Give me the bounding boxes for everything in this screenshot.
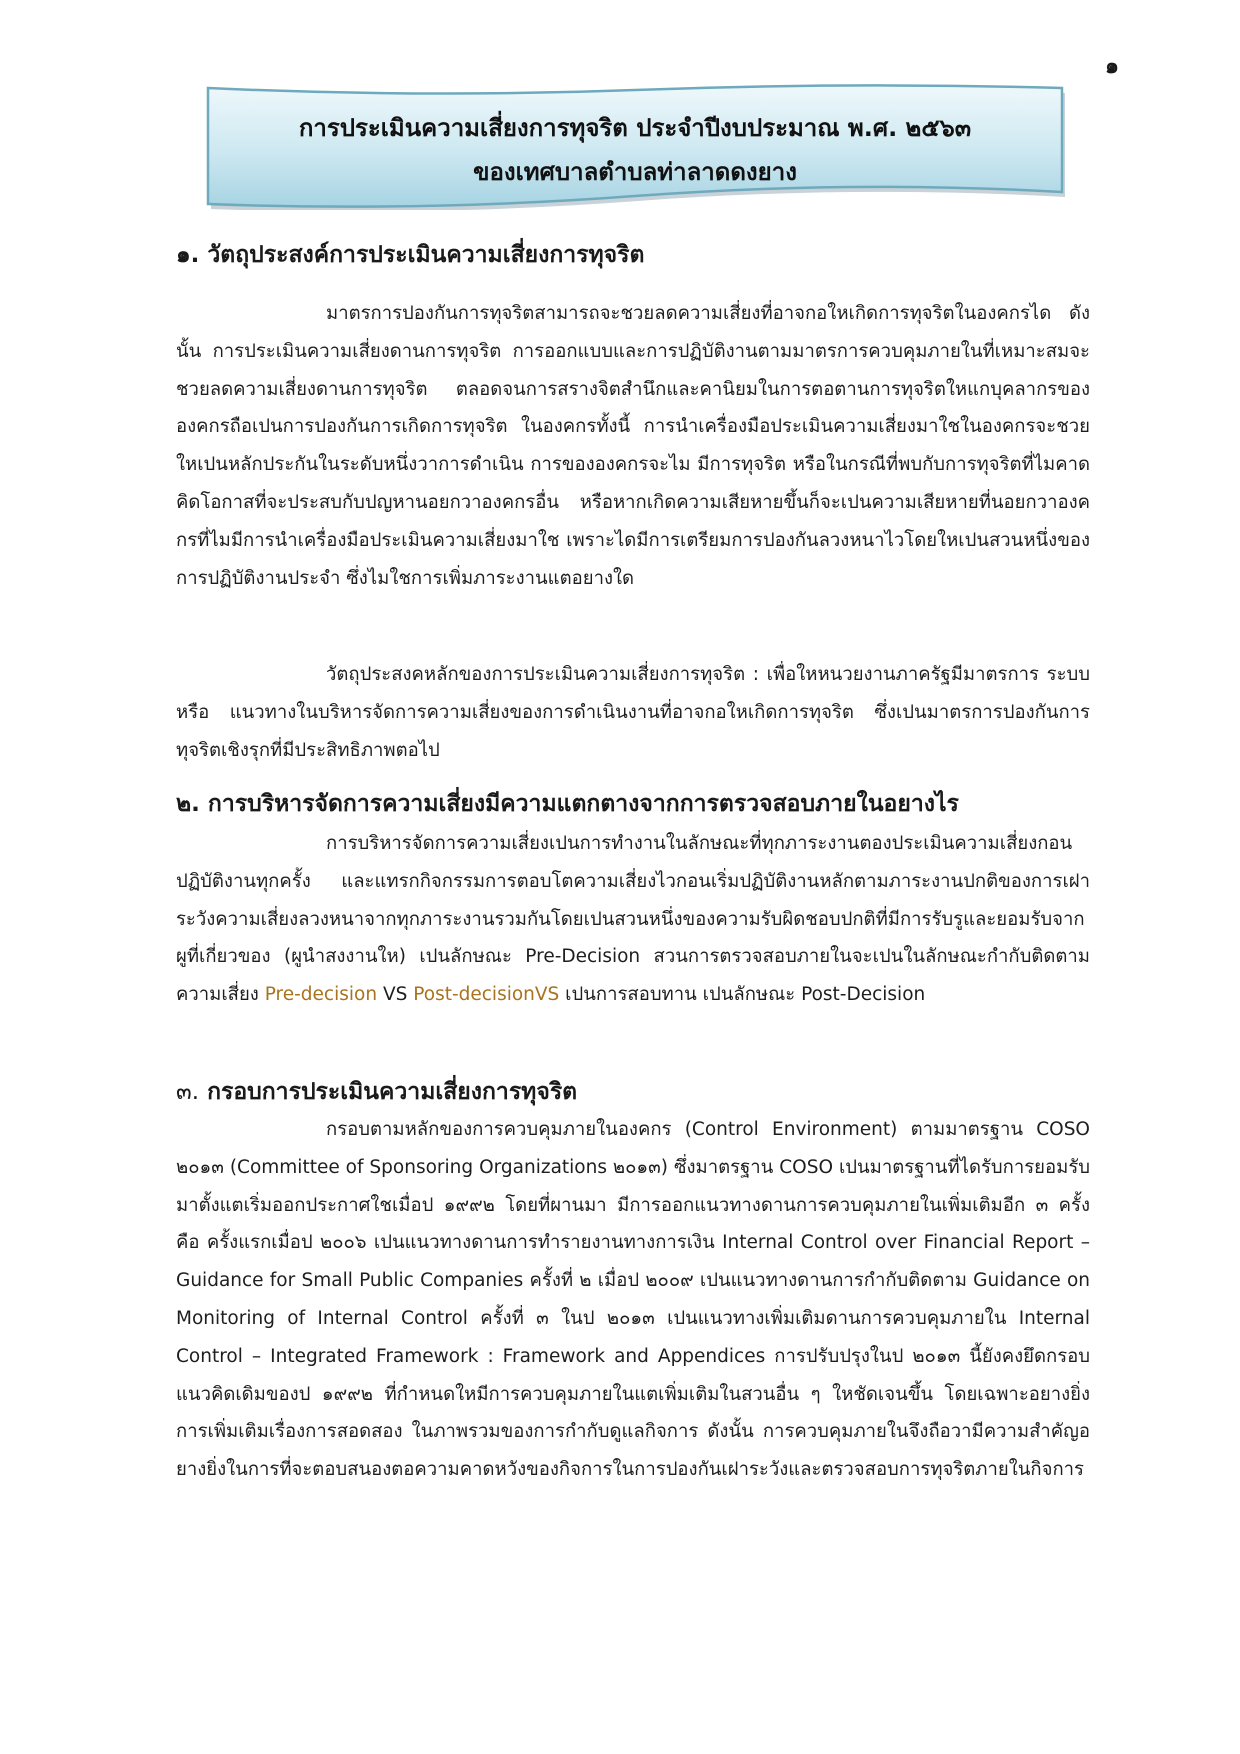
pre-decision-label: Pre-decision: [264, 984, 378, 1006]
section-2-text-after: เปนการสอบทาน เปนลักษณะ Post-Decision: [559, 984, 926, 1006]
section-2-number: ๒.: [176, 791, 200, 817]
page-number: ๑: [1105, 54, 1119, 79]
section-1-number: ๑.: [176, 242, 200, 268]
section-3-number: ๓.: [176, 1079, 200, 1105]
section-2-heading: [176, 787, 1096, 821]
vs-label: VS: [377, 984, 414, 1006]
title-line-1: การประเมินความเสี่ยงการทุจริต ประจำปีงบประมาณ พ.ศ. ๒๕๖๓: [298, 114, 972, 142]
title-line-2: ของเทศบาลตำบลท่าลาดดงยาง: [473, 158, 797, 186]
section-2-title: การบริหารจัดการความเสี่ยงมีความแตกตางจากการตรวจสอบภายในอยางไร: [207, 791, 959, 817]
section-1-paragraph-1: มาตรการปองกันการทุจริตสามารถจะชวยลดความเสี่ยงที่อาจกอใหเกิดการทุจริตในองคกรได ดังนั้น การประเมินความเสี่ยงดานการทุจริต การออกแบบและการปฏิบัติงานตามมาตรการควบคุมภายในที่เหมาะสมจะชวยลดความเสี่ยงดานการทุจริต ตลอดจนการสรางจิตสำนึกและคานิยมในการตอตานการทุจริตใหแกบุคลากรขององคกรถือเปนการปองกันการเกิดการทุจริต ในองคกรทั้งนี้ การนำเครื่องมือประเมินความเสี่ยงมาใชในองคกรจะชวยใหเปนหลักประกันในระดับหนึ่งวาการดำเนิน การขององคกรจะไม มีการทุจริต หรือในกรณีที่พบกับการทุจริตที่ไมคาดคิดโอกาสที่จะประสบกับปญหานอยกวาองคกรอื่น หรือหากเกิดความเสียหายขึ้นก็จะเปนความเสียหายที่นอยกวาองคกรที่ไมมีการนำเครื่องมือประเมินความเสี่ยงมาใช เพราะไดมีการเตรียมการปองกันลวงหนาไวโดยใหเปนสวนหนึ่งของการปฏิบัติงานประจำ ซึ่งไมใชการเพิ่มภาระงานแตอยางใด: [176, 303, 1090, 589]
document-title: [204, 106, 1066, 194]
section-3-heading: [176, 1075, 1096, 1109]
section-3-paragraph-1: กรอบตามหลักของการควบคุมภายในองคกร (Control Environment) ตามมาตรฐาน COSO ๒๐๑๓ (Committee of Sponsoring Organizations ๒๐๑๓) ซึ่งมาตรฐาน COSO เปนมาตรฐานที่ไดรับการยอมรับมาตั้งแตเริ่มออกประกาศใชเมื่อป ๑๙๙๒ โดยที่ผานมา มีการออกแนวทางดานการควบคุมภายในเพิ่มเติมอีก ๓ ครั้ง คือ ครั้งแรกเมื่อป ๒๐๐๖ เปนแนวทางดานการทำรายงานทางการเงิน Internal Control over Financial Report – Guidance for Small Public Companies ครั้งที่ ๒ เมื่อป ๒๐๐๙ เปนแนวทางดานการกำกับติดตาม Guidance on Monitoring of Internal Control ครั้งที่ ๓ ในป ๒๐๑๓ เปนแนวทางเพิ่มเติมดานการควบคุมภายใน Internal Control – Integrated Framework : Framework and Appendices การปรับปรุงในป ๒๐๑๓ นี้ยังคงยึดกรอบแนวคิดเดิมของป ๑๙๙๒ ที่กำหนดใหมีการควบคุมภายในแตเพิ่มเติมในสวนอื่น ๆ ใหชัดเจนขึ้น โดยเฉพาะอยางยิ่งการเพิ่มเติมเรื่องการสอดสอง ในภาพรวมของการกำกับดูแลกิจการ ดังนั้น การควบคุมภายในจึงถือวามีความสำคัญอยางยิ่งในการที่จะตอบสนองตอความคาดหวังของกิจการในการปองกันเฝาระวังและตรวจสอบการทุจริตภายในกิจการ: [176, 1119, 1090, 1481]
section-2-text-before: การบริหารจัดการความเสี่ยงเปนการทำงานในลักษณะที่ทุกภาระงานตองประเมินความเสี่ยงกอนปฏิบัติงานทุกครั้ง และแทรกกิจกรรมการตอบโตความเสี่ยงไวกอนเริ่มปฏิบัติงานหลักตามภาระงานปกติของการเฝาระวังความเสี่ยงลวงหนาจากทุกภาระงานรวมกันโดยเปนสวนหนึ่งของความรับผิดชอบปกติที่มีการรับรูและยอมรับจากผูที่เกี่ยวของ (ผูนำสงงานให) เปนลักษณะ Pre-Decision สวนการตรวจสอบภายในจะเปนในลักษณะกำกับติดตามความเสี่ยง: [176, 833, 1090, 1006]
section-1-title: วัตถุประสงค์การประเมินความเสี่ยงการทุจริต: [207, 242, 645, 268]
title-banner: [204, 84, 1066, 210]
post-decision-label: Post-decisionVS: [413, 984, 560, 1006]
section-1-heading: [176, 238, 1096, 272]
section-2-paragraph: [176, 825, 1090, 1014]
section-3-title: กรอบการประเมินความเสี่ยงการทุจริต: [207, 1079, 578, 1105]
section-1-paragraph-2: วัตถุประสงคหลักของการประเมินความเสี่ยงการทุจริต : เพื่อใหหนวยงานภาครัฐมีมาตรการ ระบบ หรือ แนวทางในบริหารจัดการความเสี่ยงของการดำเนินงานที่อาจกอใหเกิดการทุจริต ซึ่งเปนมาตรการปองกันการทุจริตเชิงรุกที่มีประสิทธิภาพตอไป: [176, 664, 1090, 761]
